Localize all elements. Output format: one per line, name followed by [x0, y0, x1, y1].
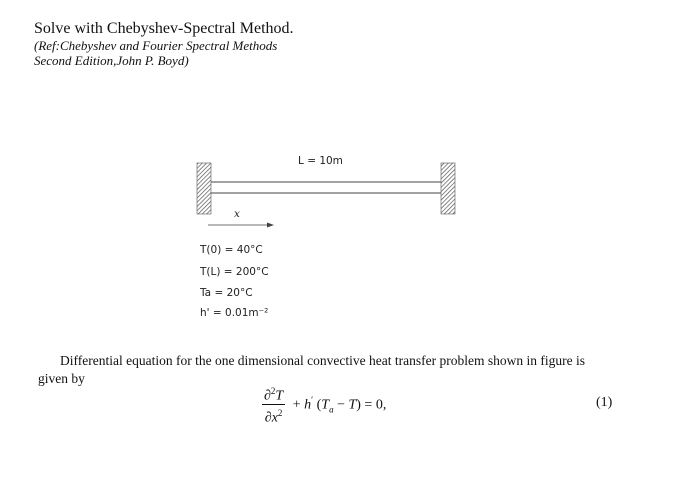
condition-tl: T(L) = 200°C	[200, 266, 269, 278]
reference-line-1: (Ref:Chebyshev and Fourier Spectral Methods	[34, 38, 278, 53]
page-title: Solve with Chebyshev-Spectral Method.	[34, 20, 294, 37]
left-wall	[197, 163, 211, 214]
length-label: L = 10m	[298, 155, 343, 167]
differential-equation: $\frac{\partial^2T}{\partial x^2}$ + h′ $(T_a - T) = 0$,	[264, 386, 387, 426]
condition-h: h' = 0.01m⁻²	[200, 307, 269, 319]
condition-t0: T(0) = 40°C	[200, 244, 263, 256]
condition-ta: Ta = 20°C	[200, 287, 253, 299]
second-derivative-fraction: $\frac{\partial^2T}{\partial x^2}$	[264, 386, 284, 426]
reference-line-2: Second Edition,John P. Boyd)	[34, 53, 189, 68]
arrow-head-icon	[267, 223, 274, 228]
right-wall	[441, 163, 455, 214]
equation-number: (1)	[596, 395, 613, 410]
description-paragraph: Differential equation for the one dimensional convective heat transfer problem shown in figure is given by	[38, 353, 585, 386]
x-axis-label: x	[234, 208, 240, 220]
